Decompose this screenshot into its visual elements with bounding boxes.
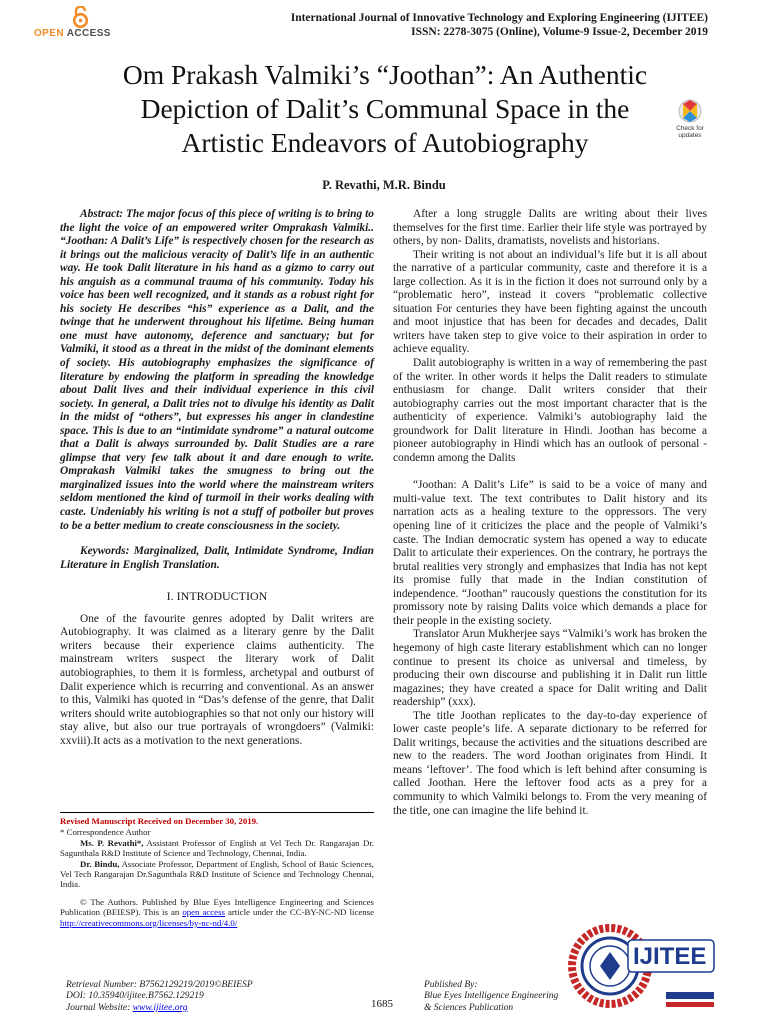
footer-right	[424, 980, 558, 1014]
footnote-block	[60, 816, 374, 928]
open-lock-icon	[72, 6, 89, 28]
keywords: Keywords: Marginalized, Dalit, Intimidate Syndrome, Indian Literature in English Translation.	[60, 545, 374, 571]
body-paragraph: After a long struggle Dalits are writing about their lives themselves for the first time. Earlier their life style was portrayed by others, by non- Dalits, dramatists, novelists and historians.	[393, 208, 707, 248]
revised-date: Revised Manuscript Received on December 30, 2019.	[60, 816, 259, 826]
open-access-text: OPEN ACCESS	[34, 28, 111, 39]
journal-issn: ISSN: 2278-3075 (Online), Volume-9 Issue-2, December 2019	[411, 26, 708, 38]
left-column	[60, 208, 374, 748]
doi: DOI: 10.35940/ijitee.B7562.129219	[66, 991, 204, 1002]
open-access-logo	[34, 6, 124, 40]
body-paragraph: Translator Arun Mukherjee says “Valmiki’s work has broken the hegemony of high caste literary establishment which can no longer continue to present its choice as universal and timeless, by producing their own discourse and publishing it in Dalit run little magazines; they have created a space for Dalit writing and Dalit readership” (xxx).	[393, 628, 707, 709]
authors: P. Revathi, M.R. Bindu	[322, 178, 446, 192]
check-for-updates-label[interactable]: Check for updates	[676, 125, 704, 139]
abstract: Abstract: The major focus of this piece of writing is to bring to the light the voice of an empowered writer Omprakash Valmiki.. “Joothan: A Dalit’s Life” is respectively chosen for the research as it brings out the malicious veracity of Dalit’s life in an authentic way. He took Dalit literature in his hand as a gizmo to carry out his anguish as a communal trauma of his community. Today his voice has been well recognized, and it stands as a robust right for his society He describes “his” experience as a Dalit, and the twinge that he underwent throughout his lifetime. Being human one must have autonomy, deference and sanctuary; but for Valmiki, it stood as a threat in the midst of the dominant elements of society. His autobiography emphasizes the significance of literature by endowing the platform in spreading the knowledge about Dalit lives and their individual experience in this civil society. In general, a Dalit tries not to divulge his identity as Dalit in the midst of “others”, but expresses his anger in clandestine space. This is due to an “intimidate syndrome” a natural outcome that a Dalit is always surrounded by. Dalit Studies are a rare glimpse that very few talk about it and dare enough to write. Omprakash Valmiki takes the smugness to bring out the marginalized issues into the world where the mainstream writers seldom mentioned the kind of turmoil in their works dealing with caste. Undeniably his writing is not a stuff of potboiler but proves to be a better medium to create consciousness in the society.	[60, 208, 374, 532]
title-line: Om Prakash Valmiki’s “Joothan”: An Authentic	[122, 59, 648, 90]
title-line: Depiction of Dalit’s Communal Space in the	[140, 93, 630, 124]
retrieval-number: Retrieval Number: B7562129219/2019©BEIESP	[66, 980, 253, 990]
section-heading-introduction: I. INTRODUCTION	[166, 589, 268, 604]
license-note: © The Authors. Published by Blue Eyes Intelligence Engineering and Sciences Publication (BEIESP). This is an open access article under the CC-BY-NC-ND license http://creativecommons.org/licenses/by-nc-nd/4.0/	[60, 896, 374, 928]
journal-name: International Journal of Innovative Technology and Exploring Engineering (IJITEE)	[290, 12, 708, 24]
footer-left	[66, 980, 253, 1014]
published-by: Published By:	[424, 980, 478, 990]
website-link[interactable]: www.ijitee.org	[132, 1002, 188, 1013]
journal-website: Journal Website: www.ijitee.org	[66, 1002, 188, 1013]
open-access-link[interactable]: open access	[182, 907, 225, 918]
right-column	[393, 208, 707, 818]
author2-affiliation: Dr. Bindu, Associate Professor, Department of English, School of Basic Sciences, Vel Tech Rangarajan Dr.Sagunthala R&D Institute of Science and Technology Chennai, India.	[60, 858, 374, 890]
body-paragraph: Dalit autobiography is written in a way of remembering the past of the writer. In other words it helps the Dalit readers to stimulate enthusiasm for change. Dalit writers consider that their autobiography carries out the most important character that is the authenticity of experience. Valmiki’s autobiography laid the groundwork for Dalit literature in Hindi. Joothan has become a pioneer autobiography in Hindi which has an outlook of personal - condemn among the Dalits	[393, 357, 707, 464]
correspondence-note: * Correspondence Author	[60, 827, 151, 838]
publisher-name: Blue Eyes Intelligence Engineering	[424, 991, 559, 1002]
ijitee-logo-text: IJITEE	[633, 943, 707, 970]
license-link[interactable]: http://creativecommons.org/licenses/by-nc-nd/4.0/	[60, 917, 238, 928]
publisher-name: & Sciences Publication	[424, 1002, 514, 1013]
title-line: Artistic Endeavors of Autobiography	[181, 127, 589, 158]
footnote-divider	[60, 812, 374, 813]
body-paragraph: “Joothan: A Dalit’s Life” is said to be a voice of many and multi-value text. The text contributes to Dalit history and its narration acts as a healing texture to the oppressors. The very opening line of it criticizes the place and the people of Valmiki’s caste. The Indian democratic system has opened a way to educate Dalit to articulate their experiences. On the contrary, he portrays the brutal realities very strongly and emphasizes that India has not kept its promise fully that made in the Indian constitution of independence. “Joothan” raucously questions the constitution for its promissory note by raising Dalits voice which demands a place for their people in the existing society.	[393, 479, 707, 627]
paper-title	[60, 58, 710, 160]
body-paragraph: Their writing is not about an individual’s life but it is all about the narrative of a particular community, caste and therefore it is a large collection. As it is in the fiction it does not surround only by a “problematic hero”, instead it covers “problematic collective situation For centuries they have been fighting against the uncouth and moot injustice that has been for decades and decades, Dalit writers have taken step to give voice to their aspiration in order to achieve equality.	[393, 248, 707, 356]
intro-paragraph: One of the favourite genres adopted by Dalit writers are Autobiography. It was claimed as a literary genre by the Dalit writers because their experience claims authenticity. The mainstream writers suspect the literary work of Dalit autobiographies, to them it is formless, archetypal and outburst of Dalit experience which is recurring and conventional. As an answer to this, Valmiki has quoted in “Das’s defense of the genre, that Dalit writers should write autobiographies so that not only our history will stay alive, but also our true portrayals of wrongdoers” (Valmiki: xxviii).It acts as a motivation to the next generations.	[60, 612, 374, 747]
body-paragraph: The title Joothan replicates to the day-to-day experience of lower caste people’s life. A separate dictionary to be referred for Dalit writings, because the activities and the situations described are new to the readers. The word Joothan originates from Hindi. It means ‘leftover’. The food which is left behind after consuming is called Joothan. Here the leftover food acts as a prey for a community to which Valmiki belongs to. From the very meaning of the title, one can imagine the life behind it.	[393, 709, 707, 817]
page-number: 1685	[371, 998, 393, 1010]
author1-affiliation: Ms. P. Revathi*, Assistant Professor of English at Vel Tech Dr. Rangarajan Dr. Sagunthala R&D Institute of Science and Technology, Chennai, India.	[60, 837, 374, 859]
